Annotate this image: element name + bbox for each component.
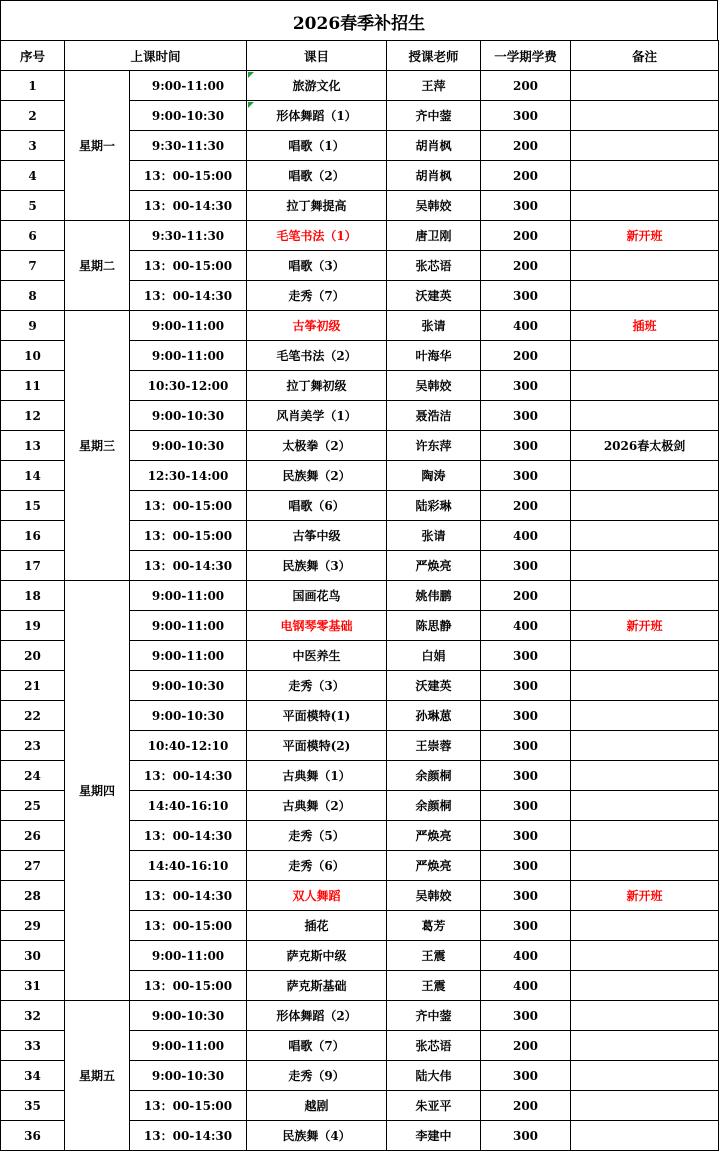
course-cell[interactable]: 中医养生	[247, 641, 387, 671]
table-row	[1, 1001, 719, 1031]
weekday-cell[interactable]: 星期三	[65, 311, 130, 581]
time-cell[interactable]: 9:00-11:00	[130, 341, 247, 371]
fee-cell[interactable]: 300	[481, 101, 571, 131]
course-cell[interactable]: 拉丁舞初级	[247, 371, 387, 401]
teacher-cell[interactable]: 陶涛	[387, 461, 481, 491]
row-no-cell[interactable]: 10	[1, 341, 65, 371]
fee-cell[interactable]: 300	[481, 911, 571, 941]
fee-cell[interactable]: 300	[481, 431, 571, 461]
time-cell[interactable]: 12:30-14:00	[130, 461, 247, 491]
fee-cell[interactable]: 300	[481, 281, 571, 311]
note-cell[interactable]: 插班	[571, 311, 719, 341]
time-cell[interactable]: 13：00-14:30	[130, 281, 247, 311]
fee-cell[interactable]: 300	[481, 821, 571, 851]
note-cell[interactable]: 新开班	[571, 611, 719, 641]
row-no-cell[interactable]: 32	[1, 1001, 65, 1031]
course-cell[interactable]: 古典舞（1）	[247, 761, 387, 791]
course-cell[interactable]: 古筝初级	[247, 311, 387, 341]
row-no-cell[interactable]: 12	[1, 401, 65, 431]
teacher-cell[interactable]: 吴韩姣	[387, 371, 481, 401]
note-cell[interactable]	[571, 191, 719, 221]
time-cell[interactable]: 10:30-12:00	[130, 371, 247, 401]
row-no-cell[interactable]: 15	[1, 491, 65, 521]
note-cell[interactable]	[571, 161, 719, 191]
row-no-cell[interactable]: 33	[1, 1031, 65, 1061]
course-cell[interactable]: 走秀（3）	[247, 671, 387, 701]
teacher-cell[interactable]: 沃建英	[387, 671, 481, 701]
fee-cell[interactable]: 300	[481, 191, 571, 221]
teacher-cell[interactable]: 王崇蓉	[387, 731, 481, 761]
row-no-cell[interactable]: 26	[1, 821, 65, 851]
fee-cell[interactable]: 300	[481, 761, 571, 791]
teacher-cell[interactable]: 余颜桐	[387, 761, 481, 791]
teacher-cell[interactable]: 李建中	[387, 1121, 481, 1151]
teacher-cell[interactable]: 严焕亮	[387, 551, 481, 581]
course-cell[interactable]: 平面模特(2)	[247, 731, 387, 761]
note-cell[interactable]	[571, 131, 719, 161]
fee-cell[interactable]: 300	[481, 401, 571, 431]
row-no-cell[interactable]: 2	[1, 101, 65, 131]
time-cell[interactable]: 13：00-15:00	[130, 251, 247, 281]
note-cell[interactable]	[571, 731, 719, 761]
fee-cell[interactable]: 200	[481, 221, 571, 251]
course-cell[interactable]: 越剧	[247, 1091, 387, 1121]
row-no-cell[interactable]: 1	[1, 71, 65, 101]
note-cell[interactable]	[571, 971, 719, 1001]
course-cell[interactable]: 唱歌（2）	[247, 161, 387, 191]
header-time: 上课时间	[65, 41, 247, 71]
note-cell[interactable]	[571, 521, 719, 551]
fee-cell[interactable]: 200	[481, 161, 571, 191]
teacher-cell[interactable]: 严焕亮	[387, 851, 481, 881]
fee-cell[interactable]: 300	[481, 551, 571, 581]
teacher-cell[interactable]: 齐中蓥	[387, 1001, 481, 1031]
note-cell[interactable]	[571, 1001, 719, 1031]
row-no-cell[interactable]: 23	[1, 731, 65, 761]
note-cell[interactable]	[571, 1031, 719, 1061]
time-cell[interactable]: 13：00-14:30	[130, 551, 247, 581]
table-row	[1, 71, 719, 101]
note-cell[interactable]: 2026春太极剑	[571, 431, 719, 461]
row-no-cell[interactable]: 30	[1, 941, 65, 971]
fee-cell[interactable]: 200	[481, 581, 571, 611]
header-teacher: 授课老师	[387, 41, 481, 71]
course-cell[interactable]: 萨克斯基础	[247, 971, 387, 1001]
course-cell[interactable]: 平面模特(1)	[247, 701, 387, 731]
time-cell[interactable]: 9:00-11:00	[130, 71, 247, 101]
teacher-cell[interactable]: 许东萍	[387, 431, 481, 461]
fee-cell[interactable]: 300	[481, 701, 571, 731]
course-cell[interactable]: 古筝中级	[247, 521, 387, 551]
time-cell[interactable]: 13：00-14:30	[130, 761, 247, 791]
course-cell[interactable]: 国画花鸟	[247, 581, 387, 611]
time-cell[interactable]: 10:40-12:10	[130, 731, 247, 761]
note-cell[interactable]	[571, 701, 719, 731]
note-cell[interactable]	[571, 371, 719, 401]
row-no-cell[interactable]: 6	[1, 221, 65, 251]
row-no-cell[interactable]: 34	[1, 1061, 65, 1091]
row-no-cell[interactable]: 20	[1, 641, 65, 671]
teacher-cell[interactable]: 严焕亮	[387, 821, 481, 851]
course-cell[interactable]: 走秀（5）	[247, 821, 387, 851]
note-cell[interactable]	[571, 71, 719, 101]
note-cell[interactable]	[571, 251, 719, 281]
teacher-cell[interactable]: 张芯语	[387, 251, 481, 281]
time-cell[interactable]: 14:40-16:10	[130, 791, 247, 821]
time-cell[interactable]: 9:00-10:30	[130, 671, 247, 701]
course-cell[interactable]: 旅游文化	[247, 71, 387, 101]
teacher-cell[interactable]: 沃建英	[387, 281, 481, 311]
course-cell[interactable]: 毛笔书法（2）	[247, 341, 387, 371]
time-cell[interactable]: 9:00-11:00	[130, 611, 247, 641]
note-cell[interactable]	[571, 281, 719, 311]
row-no-cell[interactable]: 27	[1, 851, 65, 881]
time-cell[interactable]: 13：00-15:00	[130, 521, 247, 551]
teacher-cell[interactable]: 王萍	[387, 71, 481, 101]
course-cell[interactable]: 民族舞（2）	[247, 461, 387, 491]
table-body	[1, 71, 719, 1151]
note-cell[interactable]	[571, 911, 719, 941]
row-no-cell[interactable]: 24	[1, 761, 65, 791]
teacher-cell[interactable]: 王震	[387, 971, 481, 1001]
course-cell[interactable]: 唱歌（1）	[247, 131, 387, 161]
teacher-cell[interactable]: 聂浩洁	[387, 401, 481, 431]
row-no-cell[interactable]: 7	[1, 251, 65, 281]
weekday-cell[interactable]: 星期一	[65, 71, 130, 221]
teacher-cell[interactable]: 孙琳葸	[387, 701, 481, 731]
time-cell[interactable]: 9:00-10:30	[130, 101, 247, 131]
note-cell[interactable]	[571, 401, 719, 431]
note-cell[interactable]	[571, 1061, 719, 1091]
course-cell[interactable]: 萨克斯中级	[247, 941, 387, 971]
time-cell[interactable]: 9:00-11:00	[130, 311, 247, 341]
weekday-cell[interactable]: 星期二	[65, 221, 130, 311]
time-cell[interactable]: 13：00-15:00	[130, 161, 247, 191]
fee-cell[interactable]: 200	[481, 1031, 571, 1061]
note-cell[interactable]	[571, 761, 719, 791]
course-cell[interactable]: 唱歌（7）	[247, 1031, 387, 1061]
header-no: 序号	[1, 41, 65, 71]
time-cell[interactable]: 9:00-11:00	[130, 941, 247, 971]
teacher-cell[interactable]: 齐中蓥	[387, 101, 481, 131]
note-cell[interactable]	[571, 1091, 719, 1121]
teacher-cell[interactable]: 姚伟鹏	[387, 581, 481, 611]
fee-cell[interactable]: 200	[481, 251, 571, 281]
note-cell[interactable]	[571, 941, 719, 971]
teacher-cell[interactable]: 张请	[387, 311, 481, 341]
course-cell[interactable]: 走秀（7）	[247, 281, 387, 311]
note-cell[interactable]	[571, 581, 719, 611]
course-cell[interactable]: 走秀（6）	[247, 851, 387, 881]
time-cell[interactable]: 13：00-15:00	[130, 491, 247, 521]
teacher-cell[interactable]: 张请	[387, 521, 481, 551]
fee-cell[interactable]: 400	[481, 611, 571, 641]
course-cell[interactable]: 形体舞蹈（2）	[247, 1001, 387, 1031]
fee-cell[interactable]: 200	[481, 131, 571, 161]
time-cell[interactable]: 9:00-10:30	[130, 1061, 247, 1091]
comment-indicator-icon	[248, 72, 254, 78]
fee-cell[interactable]: 300	[481, 881, 571, 911]
row-no-cell[interactable]: 14	[1, 461, 65, 491]
weekday-cell[interactable]: 星期四	[65, 581, 130, 1001]
time-cell[interactable]: 9:00-10:30	[130, 1001, 247, 1031]
table-row	[1, 221, 719, 251]
course-cell[interactable]: 民族舞（4）	[247, 1121, 387, 1151]
time-cell[interactable]: 13：00-14:30	[130, 191, 247, 221]
teacher-cell[interactable]: 陈思静	[387, 611, 481, 641]
time-cell[interactable]: 9:00-11:00	[130, 1031, 247, 1061]
course-cell[interactable]: 形体舞蹈（1）	[247, 101, 387, 131]
note-cell[interactable]	[571, 1121, 719, 1151]
note-cell[interactable]	[571, 791, 719, 821]
row-no-cell[interactable]: 28	[1, 881, 65, 911]
teacher-cell[interactable]: 胡肖枫	[387, 161, 481, 191]
fee-cell[interactable]: 200	[481, 1091, 571, 1121]
fee-cell[interactable]: 300	[481, 641, 571, 671]
time-cell[interactable]: 9:00-11:00	[130, 641, 247, 671]
row-no-cell[interactable]: 22	[1, 701, 65, 731]
row-no-cell[interactable]: 36	[1, 1121, 65, 1151]
course-cell[interactable]: 风肖美学（1）	[247, 401, 387, 431]
time-cell[interactable]: 13：00-15:00	[130, 1091, 247, 1121]
course-cell[interactable]: 唱歌（6）	[247, 491, 387, 521]
fee-cell[interactable]: 200	[481, 341, 571, 371]
time-cell[interactable]: 9:00-10:30	[130, 431, 247, 461]
teacher-cell[interactable]: 王震	[387, 941, 481, 971]
fee-cell[interactable]: 200	[481, 71, 571, 101]
note-cell[interactable]	[571, 671, 719, 701]
fee-cell[interactable]: 400	[481, 521, 571, 551]
time-cell[interactable]: 13：00-14:30	[130, 1121, 247, 1151]
course-cell[interactable]: 拉丁舞提高	[247, 191, 387, 221]
time-cell[interactable]: 9:00-10:30	[130, 701, 247, 731]
teacher-cell[interactable]: 唐卫刚	[387, 221, 481, 251]
time-cell[interactable]: 13：00-15:00	[130, 911, 247, 941]
fee-cell[interactable]: 300	[481, 1061, 571, 1091]
fee-cell[interactable]: 200	[481, 491, 571, 521]
teacher-cell[interactable]: 余颜桐	[387, 791, 481, 821]
note-cell[interactable]	[571, 341, 719, 371]
note-cell[interactable]: 新开班	[571, 881, 719, 911]
course-cell[interactable]: 唱歌（3）	[247, 251, 387, 281]
fee-cell[interactable]: 300	[481, 731, 571, 761]
time-cell[interactable]: 9:00-11:00	[130, 581, 247, 611]
row-no-cell[interactable]: 18	[1, 581, 65, 611]
row-no-cell[interactable]: 21	[1, 671, 65, 701]
fee-cell[interactable]: 400	[481, 971, 571, 1001]
course-cell[interactable]: 古典舞（2）	[247, 791, 387, 821]
time-cell[interactable]: 9:00-10:30	[130, 401, 247, 431]
weekday-cell[interactable]: 星期五	[65, 1001, 130, 1151]
row-no-cell[interactable]: 11	[1, 371, 65, 401]
row-no-cell[interactable]: 31	[1, 971, 65, 1001]
table-row	[1, 581, 719, 611]
course-cell[interactable]: 电钢琴零基础	[247, 611, 387, 641]
teacher-cell[interactable]: 陆彩琳	[387, 491, 481, 521]
time-cell[interactable]: 14:40-16:10	[130, 851, 247, 881]
enrollment-table	[0, 40, 719, 1151]
note-cell[interactable]	[571, 461, 719, 491]
teacher-cell[interactable]: 胡肖枫	[387, 131, 481, 161]
note-cell[interactable]	[571, 101, 719, 131]
course-cell[interactable]: 插花	[247, 911, 387, 941]
header-fee: 一学期学费	[481, 41, 571, 71]
time-cell[interactable]: 13：00-15:00	[130, 971, 247, 1001]
note-cell[interactable]	[571, 821, 719, 851]
teacher-cell[interactable]: 朱亚平	[387, 1091, 481, 1121]
comment-indicator-icon	[248, 102, 254, 108]
note-cell[interactable]	[571, 641, 719, 671]
fee-cell[interactable]: 300	[481, 791, 571, 821]
course-cell[interactable]: 走秀（9）	[247, 1061, 387, 1091]
course-cell[interactable]: 民族舞（3）	[247, 551, 387, 581]
teacher-cell[interactable]: 吴韩姣	[387, 881, 481, 911]
fee-cell[interactable]: 300	[481, 461, 571, 491]
row-no-cell[interactable]: 3	[1, 131, 65, 161]
header-note: 备注	[571, 41, 719, 71]
row-no-cell[interactable]: 9	[1, 311, 65, 341]
row-no-cell[interactable]: 35	[1, 1091, 65, 1121]
teacher-cell[interactable]: 张芯语	[387, 1031, 481, 1061]
row-no-cell[interactable]: 16	[1, 521, 65, 551]
row-no-cell[interactable]: 25	[1, 791, 65, 821]
fee-cell[interactable]: 300	[481, 1121, 571, 1151]
teacher-cell[interactable]: 吴韩姣	[387, 191, 481, 221]
fee-cell[interactable]: 300	[481, 671, 571, 701]
row-no-cell[interactable]: 8	[1, 281, 65, 311]
time-cell[interactable]: 9:30-11:30	[130, 131, 247, 161]
time-cell[interactable]: 13：00-14:30	[130, 881, 247, 911]
table-row	[1, 311, 719, 341]
fee-cell[interactable]: 400	[481, 311, 571, 341]
time-cell[interactable]: 13：00-14:30	[130, 821, 247, 851]
note-cell[interactable]	[571, 851, 719, 881]
row-no-cell[interactable]: 19	[1, 611, 65, 641]
course-cell[interactable]: 太极拳（2）	[247, 431, 387, 461]
note-cell[interactable]	[571, 491, 719, 521]
teacher-cell[interactable]: 葛芳	[387, 911, 481, 941]
note-cell[interactable]: 新开班	[571, 221, 719, 251]
fee-cell[interactable]: 400	[481, 941, 571, 971]
row-no-cell[interactable]: 5	[1, 191, 65, 221]
fee-cell[interactable]: 300	[481, 1001, 571, 1031]
row-no-cell[interactable]: 4	[1, 161, 65, 191]
row-no-cell[interactable]: 29	[1, 911, 65, 941]
row-no-cell[interactable]: 17	[1, 551, 65, 581]
fee-cell[interactable]: 300	[481, 371, 571, 401]
course-cell[interactable]: 双人舞蹈	[247, 881, 387, 911]
teacher-cell[interactable]: 白娟	[387, 641, 481, 671]
header-row	[1, 41, 719, 71]
course-cell[interactable]: 毛笔书法（1）	[247, 221, 387, 251]
teacher-cell[interactable]: 陆大伟	[387, 1061, 481, 1091]
fee-cell[interactable]: 300	[481, 851, 571, 881]
time-cell[interactable]: 9:30-11:30	[130, 221, 247, 251]
row-no-cell[interactable]: 13	[1, 431, 65, 461]
note-cell[interactable]	[571, 551, 719, 581]
sheet-title: 2026春季补招生	[0, 0, 718, 40]
teacher-cell[interactable]: 叶海华	[387, 341, 481, 371]
header-course: 课目	[247, 41, 387, 71]
